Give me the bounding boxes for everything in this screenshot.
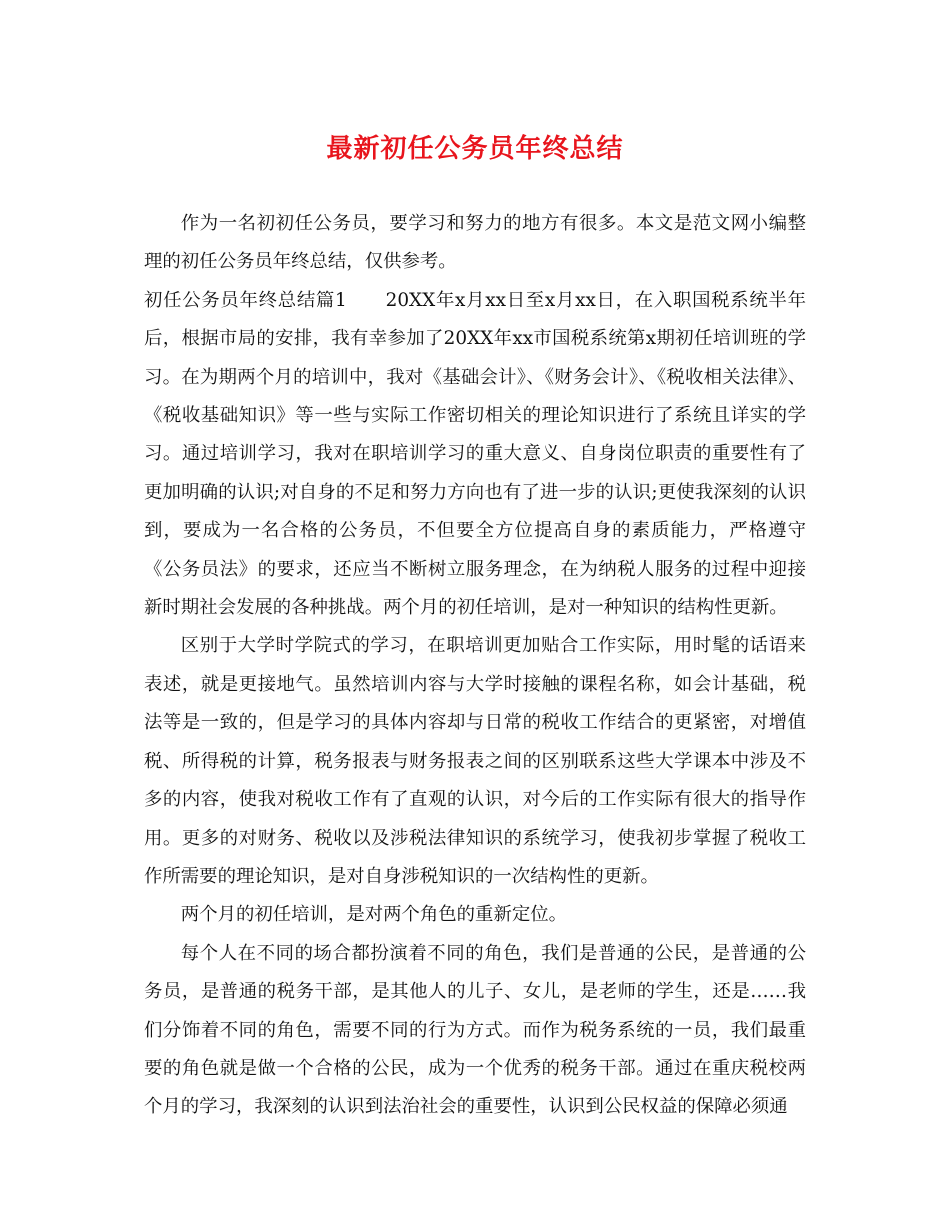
paragraph-role-heading: 两个月的初任培训，是对两个角色的重新定位。 bbox=[180, 904, 568, 926]
document-title: 最新初任公务员年终总结 bbox=[326, 134, 624, 164]
paragraph-intro: 作为一名初初任公务员，要学习和努力的地方有很多。本文是范文网小编整理的初任公务员年终总结，仅供参考。 bbox=[144, 213, 806, 273]
document-body bbox=[144, 205, 806, 1127]
paragraph-article-1: 初任公务员年终总结篇1 20XX年x月xx日至x月xx日，在入职国税系统半年后，根据市局的安排，我有幸参加了20XX年xx市国税系统第x期初任培训班的学习。在为期两个月的培训中，我对《基础会计》、《财务会计》、《税收相关法律》、《税收基础知识》等一些与实际工作密切相关的理论知识进行了系统且详实的学习。通过培训学习，我对在职培训学习的重大意义、自身岗位职责的重要性有了更加明确的认识;对自身的不足和努力方向也有了进一步的认识;更使我深刻的认识到，要成为一名合格的公务员，不但要全方位提高自身的素质能力，严格遵守《公务员法》的要求，还应当不断树立服务理念，在为纳税人服务的过程中迎接新时期社会发展的各种挑战。两个月的初任培训，是对一种知识的结构性更新。 bbox=[144, 289, 806, 619]
paragraph-roles: 每个人在不同的场合都扮演着不同的角色，我们是普通的公民，是普通的公务员，是普通的税务干部，是其他人的儿子、女儿，是老师的学生，还是……我们分饰着不同的角色，需要不同的行为方式。而作为税务系统的一员，我们最重要的角色就是做一个合格的公民，成为一个优秀的税务干部。通过在重庆税校两个月的学习，我深刻的认识到法治社会的重要性，认识到公民权益的保障必须通 bbox=[144, 942, 806, 1118]
paragraph-difference: 区别于大学时学院式的学习，在职培训更加贴合工作实际，用时髦的话语来表述，就是更接地气。虽然培训内容与大学时接触的课程名称，如会计基础，税法等是一致的，但是学习的具体内容却与日常的税收工作结合的更紧密，对增值税、所得税的计算，税务报表与财务报表之间的区别联系这些大学课本中涉及不多的内容，使我对税收工作有了直观的认识，对今后的工作实际有很大的指导作用。更多的对财务、税收以及涉税法律知识的系统学习，使我初步掌握了税收工作所需要的理论知识，是对自身涉税知识的一次结构性的更新。 bbox=[144, 635, 806, 887]
